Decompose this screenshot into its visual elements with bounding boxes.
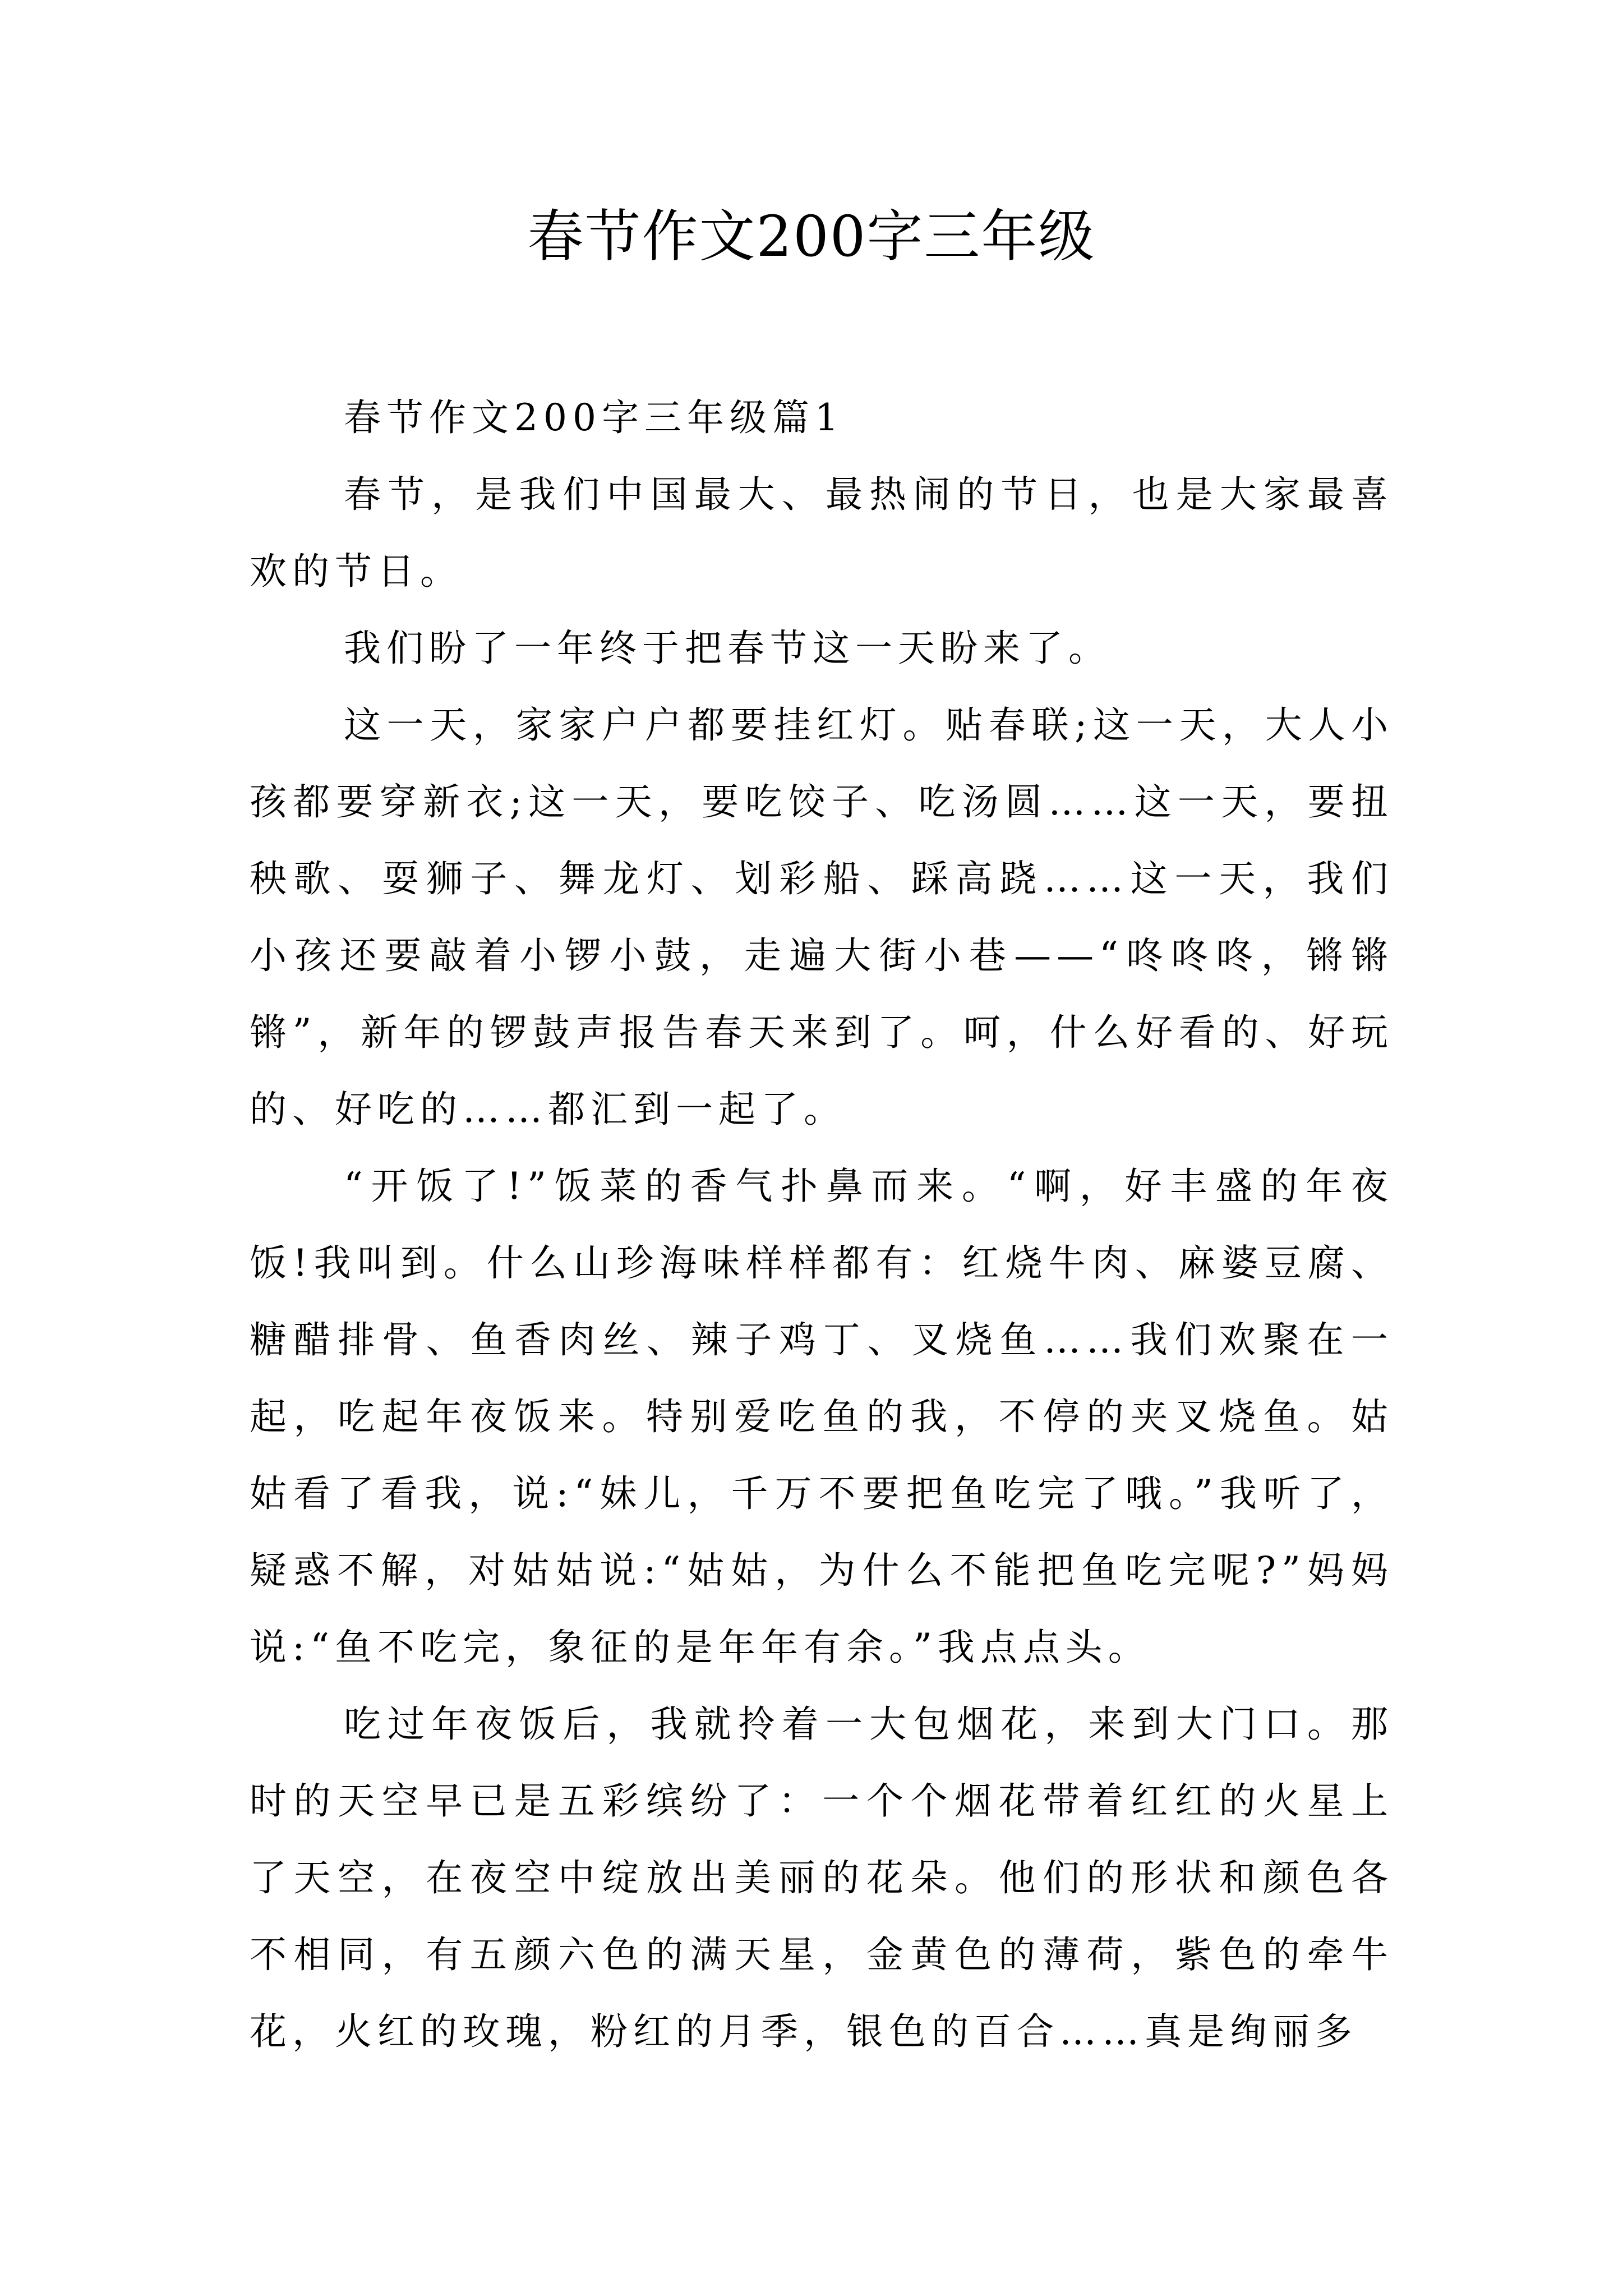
document-title: 春节作文200字三年级 [527,204,1096,269]
paragraph: “开饭了!”饭菜的香气扑鼻而来。“啊，好丰盛的年夜饭!我叫到。什么山珍海味样样都有：红烧牛肉、麻婆豆腐、糖醋排骨、鱼香肉丝、辣子鸡丁、叉烧鱼……我们欢聚在一起，吃起年夜饭来。特别爱吃鱼的我，不停的夹叉烧鱼。姑姑看了看我，说:“妹儿，千万不要把鱼吃完了哦。”我听了，疑惑不解，对姑姑说:“姑姑，为什么不能把鱼吃完呢?”妈妈说:“鱼不吃完，象征的是年年有余。”我点点头。 [250,1165,1394,1669]
paragraph: 这一天，家家户户都要挂红灯。贴春联;这一天，大人小孩都要穿新衣;这一天，要吃饺子、吃汤圆……这一天，要扭秧歌、耍狮子、舞龙灯、划彩船、踩高跷……这一天，我们小孩还要敲着小锣小鼓，走遍大街小巷——“咚咚咚，锵锵锵”，新年的锣鼓声报告春天来到了。呵，什么好看的、好玩的、好吃的……都汇到一起了。 [250,703,1394,1131]
paragraph: 吃过年夜饭后，我就拎着一大包烟花，来到大门口。那时的天空早已是五彩缤纷了：一个个烟花带着红红的火星上了天空，在夜空中绽放出美丽的花朵。他们的形状和颜色各不相同，有五颜六色的满天星，金黄色的薄荷，紫色的牵牛花，火红的玫瑰，粉红的月季，银色的百合……真是绚丽多 [250,1703,1394,2053]
paragraph: 春节，是我们中国最大、最热闹的节日，也是大家最喜欢的节日。 [250,473,1394,593]
document-body [250,379,1394,2070]
paragraph: 我们盼了一年终于把春节这一天盼来了。 [344,627,1111,670]
section-heading: 春节作文200字三年级篇1 [344,396,844,439]
